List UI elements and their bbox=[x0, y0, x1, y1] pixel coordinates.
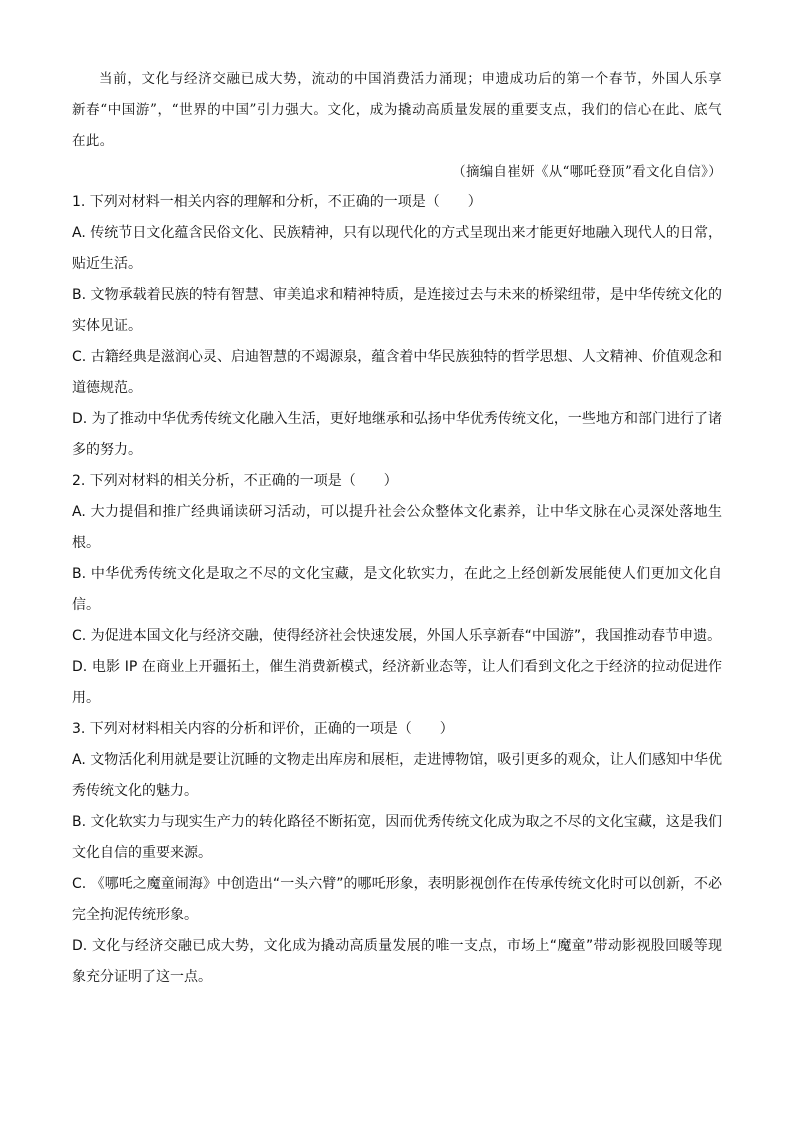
option-d: D. 为了推动中华优秀传统文化融入生活，更好地继承和弘扬中华优秀传统文化，一些地方和部门进行了诸多的努力。 bbox=[72, 411, 722, 458]
option-a: A. 传统节日文化蕴含民俗文化、民族精神，只有以现代化的方式呈现出来才能更好地融入现代人的日常，贴近生活。 bbox=[72, 225, 722, 272]
option-c: C. 为促进本国文化与经济交融，使得经济社会快速发展，外国人乐享新春“中国游”，我国推动春节申遗。 bbox=[72, 628, 722, 644]
passage-source: （摘编自崔妍《从“哪吒登顶”看文化自信》） bbox=[452, 164, 722, 180]
option-a: A. 文物活化利用就是要让沉睡的文物走出库房和展柜，走进博物馆，吸引更多的观众，让人们感知中华优秀传统文化的魅力。 bbox=[72, 752, 722, 799]
question-stem: 3. 下列对材料相关内容的分析和评价，正确的一项是（ ） bbox=[72, 721, 454, 737]
question-1 bbox=[72, 187, 722, 466]
option-d: D. 电影 IP 在商业上开疆拓土，催生消费新模式，经济新业态等，让人们看到文化之于经济的拉动促进作用。 bbox=[72, 659, 722, 706]
option-c: C. 《哪吒之魔童闹海》中创造出“一头六臂”的哪吒形象，表明影视创作在传承传统文化时可以创新，不必完全拘泥传统形象。 bbox=[72, 876, 722, 923]
option-b: B. 中华优秀传统文化是取之不尽的文化宝藏，是文化软实力，在此之上经创新发展能使人们更加文化自信。 bbox=[72, 566, 722, 613]
question-3 bbox=[72, 714, 722, 993]
question-2 bbox=[72, 466, 722, 714]
question-stem: 2. 下列对材料的相关分析，不正确的一项是（ ） bbox=[72, 473, 398, 489]
passage-paragraph: 当前，文化与经济交融已成大势，流动的中国消费活力涌现；申遗成功后的第一个春节，外国人乐享新春“中国游”，“世界的中国”引力强大。文化，成为撬动高质量发展的重要支点，我们的信心在此、底气在此。 bbox=[72, 71, 722, 149]
option-b: B. 文物承载着民族的特有智慧、审美追求和精神特质，是连接过去与未来的桥梁纽带，是中华传统文化的实体见证。 bbox=[72, 287, 722, 334]
question-stem: 1. 下列对材料一相关内容的理解和分析，不正确的一项是（ ） bbox=[72, 194, 482, 210]
option-b: B. 文化软实力与现实生产力的转化路径不断拓宽，因而优秀传统文化成为取之不尽的文化宝藏，这是我们文化自信的重要来源。 bbox=[72, 814, 722, 861]
option-c: C. 古籍经典是滋润心灵、启迪智慧的不竭源泉，蕴含着中华民族独特的哲学思想、人文精神、价值观念和道德规范。 bbox=[72, 349, 722, 396]
option-d: D. 文化与经济交融已成大势，文化成为撬动高质量发展的唯一支点，市场上“魔童”带动影视股回暖等现象充分证明了这一点。 bbox=[72, 938, 722, 985]
option-a: A. 大力提倡和推广经典诵读研习活动，可以提升社会公众整体文化素养，让中华文脉在心灵深处落地生根。 bbox=[72, 504, 722, 551]
